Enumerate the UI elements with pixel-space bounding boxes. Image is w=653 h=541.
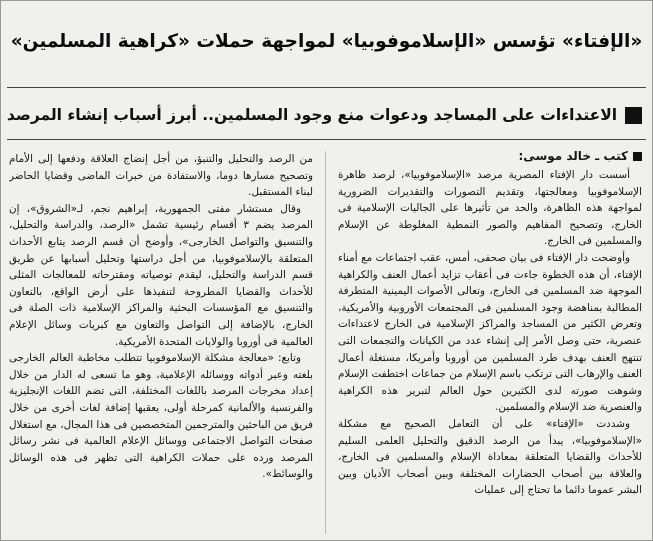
subheadline-divider (7, 139, 646, 140)
byline-text: كتب ـ خالد موسى: (518, 149, 628, 163)
subheadline-row (7, 95, 642, 135)
paragraph: وشددت «الإفتاء» على أن التعامل الصحيح مع مشكلة «الإسلاموفوبيا»، يبدأ من الرصد الدقيق والتحليل العلمى السليم للأحداث والقضايا المتعلقة بمعاداة الإسلام والمسلمين فى الخارج، والعلاقة بين أصحاب الحضارات المختلفة وبين أصحاب الأديان وبين البشر عموما دائما ما تحتاج إلى عمليات (338, 417, 642, 497)
headline-divider (7, 87, 646, 88)
byline (338, 147, 642, 165)
column-divider (325, 151, 326, 534)
byline-square-icon (633, 152, 642, 161)
paragraph: وتابع: «معالجة مشكلة الإسلاموفوبيا تتطلب مخاطبة العالم الخارجى بلغته وعبر أدواته ووسائله الإعلامية، وهو ما تسعى له الدار من خلال إعداد مخرجات المرصد باللغات المختلفة، التى تضم اللغات الإنجليزية والفرنسية والألمانية كمرحلة أولى، يعقبها إضافة لغات أخرى من خلال فريق من الباحثين والمترجمين المتخصصين فى هذا المجال، مع استغلال صفحات التواصل الاجتماعى ووسائل الإعلام العالمية فى نشر رسائل المرصد ورده على حملات الكراهية التى تظهر فى هذه الوسائل والوسائط». (9, 352, 313, 481)
headline: «الإفتاء» تؤسس «الإسلاموفوبيا» لمواجهة حملات «كراهية المسلمين» (10, 31, 643, 52)
bullet-square-icon (625, 107, 642, 124)
paragraph: وقال مستشار مفتى الجمهورية، إبراهيم نجم، لـ«الشروق»، إن المرصد يضم ٣ أقسام رئيسية تشمل «الرصد، والدراسة والتحليل، والتنسيق والتواصل الخارجى»، وأوضح أن قسم الرصد يتابع الأحداث المتعلقة بالإسلاموفوبيا، من أجل دراستها وتحليل أسبابها عن طريق قسم الدراسة والتحليل، ليقدم توصياته ومقترحاته للمعالجات المثلى للأحداث والقضايا المطروحة لتنفيذها على أرض الواقع، بالتعاون والتنسيق مع المؤسسات البحثية والمراكز الإسلامية ذات الصلة فى الخارج، بالإضافة إلى التواصل والتعاون مع كبريات وسائل الإعلام العالمية فى أوروبا والولايات المتحدة الأمريكية. (9, 202, 313, 348)
paragraph: وأوضحت دار الإفتاء فى بيان صحفى، أمس، عقب اجتماعات مع أمناء الإفتاء، أن هذه الخطوة جاءت فى أعقاب تزايد أعمال العنف والكراهية الموجهة ضد المسلمين فى الخارج، وتعالى الأصوات اليمينية المتطرفة المطالبة بمناهضة وجود المسلمين فى المجتمعات الأوروبية والأمريكية، وتعرض الكثير من المساجد والمراكز الإسلامية فى الخارج لاعتداءات عنصرية، حتى وصل الأمر إلى إنشاء عدد من الكيانات والتجمعات التى تنتهج العنف بهدف طرد المسلمين من أوروبا وأمريكا، مستغلة أعمال العنف والإرهاب التى ترتكب باسم الإسلام من جماعات اختطفت الإسلام وشوهت صورته لدى الكثيرين حول العالم لتبرير هذه الكراهية والعنصرية ضد الإسلام والمسلمين. (338, 251, 642, 414)
article-column-left (9, 151, 313, 534)
article-column-right (338, 147, 642, 534)
paragraph: من الرصد والتحليل والتنبؤ، من أجل إنضاج العلاقة ودفعها إلى الأمام وتصحيح مسارها دوما، والاستفادة من خبرات الماضى وقضايا الحاضر لبناء المستقبل. (9, 153, 313, 199)
subheadline: الاعتداءات على المساجد ودعوات منع وجود المسلمين.. أبرز أسباب إنشاء المرصد (6, 106, 618, 124)
paragraph: أسست دار الإفتاء المصرية مرصد «الإسلاموفوبيا»، لرصد ظاهرة الإسلاموفوبيا ومعالجتها، وتقديم التصورات والتقديرات الضرورية لمواجهة هذه الظاهرة، والحد من تأثيرها على الجاليات الإسلامية فى الخارج، وتصحيح المفاهيم والصور النمطية المغلوطة عن الإسلام والمسلمين فى الخارج. (338, 169, 642, 248)
